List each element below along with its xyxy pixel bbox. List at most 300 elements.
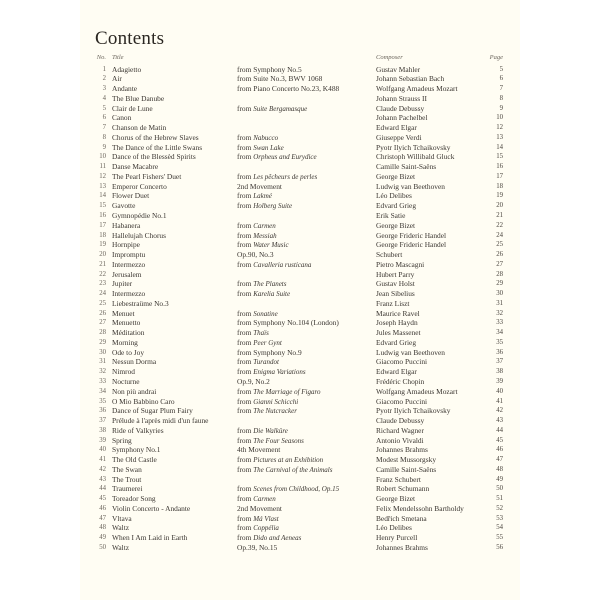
entry-number: 21: [99, 260, 106, 268]
entry-composer: George Bizet: [376, 494, 416, 504]
entry-title: Danse Macabre: [112, 162, 159, 172]
contents-entry: [80, 494, 520, 504]
entry-number: 2: [102, 75, 106, 83]
entry-source-prefix: from: [237, 201, 252, 211]
entry-source-prefix: from Symphony No.9: [237, 347, 302, 357]
entry-source-work: The Carnival of the Animals: [253, 465, 333, 474]
entry-page: 35: [496, 338, 503, 346]
contents-entry: [80, 270, 520, 280]
entry-title: The Trout: [112, 474, 142, 484]
entry-source-prefix: from: [237, 152, 252, 162]
entry-composer: Wolfgang Amadeus Mozart: [376, 386, 458, 396]
contents-entry: [80, 182, 520, 192]
entry-source-prefix: from Suite No.3, BWV 1068: [237, 74, 323, 84]
entry-title: Gavotte: [112, 201, 136, 211]
entry-composer: Giacomo Puccini: [376, 357, 428, 367]
entry-source-prefix: from: [237, 494, 252, 504]
entry-source: [237, 543, 277, 553]
entry-page: 6: [499, 75, 503, 83]
entry-page: 54: [496, 524, 503, 532]
entry-source-work: Die Walküre: [253, 426, 288, 435]
entry-number: 7: [102, 124, 106, 132]
entry-source-prefix: from: [237, 230, 252, 240]
entry-page: 44: [496, 426, 503, 434]
entry-composer: George Bizet: [376, 220, 416, 230]
entry-title: Spring: [112, 435, 132, 445]
entry-source-work: Cavalleria rusticana: [253, 260, 312, 269]
entry-number: 44: [99, 485, 106, 493]
entry-page: 24: [496, 231, 503, 239]
entry-title: Vltava: [112, 513, 132, 523]
entry-title: Dance of Sugar Plum Fairy: [112, 406, 193, 416]
entry-page: 25: [496, 241, 503, 249]
entry-source-prefix: from: [237, 406, 252, 416]
entry-source-prefix: from: [237, 240, 252, 250]
contents-entry: [80, 475, 520, 485]
entry-title: Nimrod: [112, 367, 135, 377]
contents-entry: [80, 504, 520, 514]
entry-number: 47: [99, 514, 106, 522]
entry-source-prefix: from: [237, 289, 252, 299]
entry-source-prefix: from: [237, 220, 252, 230]
entry-source-prefix: Op.90, No.3: [237, 250, 274, 260]
entry-composer: Erik Satie: [376, 210, 406, 220]
entry-composer: Robert Schumann: [376, 484, 430, 494]
entry-number: 19: [99, 241, 106, 249]
entry-title: Méditation: [112, 328, 145, 338]
entry-source-prefix: from: [237, 396, 252, 406]
entry-page: 46: [496, 446, 503, 454]
entry-number: 26: [99, 309, 106, 317]
entry-page: 40: [496, 387, 503, 395]
entry-source-prefix: from Symphony No.104 (London): [237, 318, 339, 328]
entry-page: 34: [496, 329, 503, 337]
column-header-no: No.: [96, 54, 106, 61]
entry-source-work: Lakmé: [253, 192, 272, 201]
entry-title: Emperor Concerto: [112, 181, 167, 191]
page-title: Contents: [95, 28, 165, 49]
contents-entry: [80, 104, 520, 114]
entry-source-prefix: from: [237, 132, 252, 142]
entry-number: 41: [99, 456, 106, 464]
contents-entry: [80, 299, 520, 309]
contents-entry: [80, 523, 520, 533]
entry-title: The Old Castle: [112, 455, 157, 465]
entry-source-prefix: from: [237, 328, 252, 338]
entry-composer: Léo Delibes: [376, 523, 412, 533]
contents-entry: [80, 387, 520, 397]
entry-number: 36: [99, 407, 106, 415]
entry-title: Flower Duet: [112, 191, 150, 201]
entry-source: [237, 65, 302, 75]
entry-title: Nocturne: [112, 377, 140, 386]
contents-entry: [80, 455, 520, 465]
entry-number: 9: [102, 143, 106, 151]
entry-title: Morning: [112, 337, 138, 347]
entry-number: 23: [99, 280, 106, 288]
entry-number: 40: [99, 446, 106, 454]
entry-source: [237, 250, 274, 260]
entry-composer: Frédéric Chopin: [376, 377, 425, 386]
entry-title: When I Am Laid in Earth: [112, 533, 188, 543]
entry-number: 38: [99, 426, 106, 434]
entry-source-work: Coppélia: [253, 524, 279, 533]
contents-page: [80, 0, 520, 600]
entry-source-work: Carmen: [253, 221, 276, 230]
entry-title: Dance of the Blessèd Spirits: [112, 152, 196, 162]
entry-page: 56: [496, 544, 503, 552]
entry-page: 10: [496, 114, 503, 122]
entry-number: 18: [99, 231, 106, 239]
entry-number: 15: [99, 202, 106, 210]
entry-composer: Johann Sebastian Bach: [376, 74, 445, 84]
entry-source: [237, 504, 282, 514]
entry-source-prefix: from: [237, 279, 252, 289]
entry-number: 48: [99, 524, 106, 532]
entry-source-prefix: from: [237, 103, 252, 113]
entry-composer: Ludwig van Beethoven: [376, 347, 445, 357]
entry-source-prefix: from: [237, 523, 252, 533]
entry-title: Clair de Lune: [112, 103, 153, 113]
entry-composer: Henry Purcell: [376, 533, 418, 543]
contents-entry: [80, 260, 520, 270]
contents-entry: [80, 397, 520, 407]
entry-title: Gymnopédie No.1: [112, 210, 167, 220]
entry-source-prefix: from: [237, 367, 252, 377]
entry-source-prefix: from: [237, 533, 252, 543]
entry-page: 36: [496, 348, 503, 356]
entry-page: 30: [496, 290, 503, 298]
contents-entry: [80, 152, 520, 162]
entry-title: Waltz: [112, 523, 130, 533]
entry-page: 43: [496, 417, 503, 425]
entry-source-prefix: 2nd Movement: [237, 181, 282, 191]
entry-source-prefix: from: [237, 386, 252, 396]
contents-list: [80, 65, 520, 553]
entry-source-work: Scenes from Childhood, Op.15: [253, 485, 340, 494]
entry-title: Prélude à l'après midi d'un faune: [112, 416, 209, 426]
entry-title: The Blue Danube: [112, 93, 165, 103]
entry-composer: George Bizet: [376, 171, 416, 181]
entry-number: 27: [99, 319, 106, 327]
entry-composer: Antonio Vivaldi: [376, 435, 424, 445]
entry-composer: Modest Mussorgsky: [376, 455, 437, 465]
entry-page: 13: [496, 133, 503, 141]
contents-entry: [80, 436, 520, 446]
entry-composer: Franz Liszt: [376, 298, 410, 308]
entry-source-prefix: from Symphony No.5: [237, 64, 302, 74]
entry-page: 41: [496, 397, 503, 405]
entry-number: 14: [99, 192, 106, 200]
entry-source: [237, 84, 339, 94]
contents-entry: [80, 221, 520, 231]
contents-entry: [80, 240, 520, 250]
entry-composer: Gustav Mahler: [376, 64, 421, 74]
entry-title: Intermezzo: [112, 259, 146, 269]
entry-title: Liebestraüme No.3: [112, 298, 169, 308]
entry-title: Habanera: [112, 220, 141, 230]
entry-number: 3: [102, 85, 106, 93]
entry-source-work: Nabucco: [253, 133, 279, 142]
entry-composer: Franz Schubert: [376, 474, 421, 484]
entry-title: Traumerei: [112, 484, 143, 494]
contents-entry: [80, 74, 520, 84]
entry-source-prefix: from: [237, 308, 252, 318]
entry-source-work: Karelia Suite: [253, 290, 291, 299]
contents-entry: [80, 211, 520, 221]
entry-page: 15: [496, 153, 503, 161]
entry-page: 51: [496, 495, 503, 503]
entry-number: 43: [99, 475, 106, 483]
contents-entry: [80, 162, 520, 172]
entry-composer: Christoph Willibald Gluck: [376, 152, 455, 162]
entry-page: 45: [496, 436, 503, 444]
contents-entry: [80, 357, 520, 367]
contents-entry: [80, 514, 520, 524]
entry-composer: Camille Saint-Saëns: [376, 464, 437, 474]
column-header-title: Title: [112, 54, 124, 61]
entry-number: 46: [99, 504, 106, 512]
entry-number: 16: [99, 211, 106, 219]
entry-source-work: Holberg Suite: [253, 202, 293, 211]
entry-composer: Léo Delibes: [376, 191, 412, 201]
entry-composer: George Frideric Handel: [376, 230, 447, 240]
entry-source-prefix: Op.39, No.15: [237, 543, 278, 553]
entry-title: Impromptu: [112, 250, 146, 260]
entry-source-prefix: from: [237, 171, 252, 181]
entry-page: 29: [496, 280, 503, 288]
entry-number: 17: [99, 221, 106, 229]
entry-title: Andante: [112, 84, 138, 94]
entry-source: [237, 377, 270, 387]
entry-number: 20: [99, 251, 106, 259]
entry-composer: Pietro Mascagni: [376, 259, 425, 269]
entry-page: 48: [496, 465, 503, 473]
contents-entry: [80, 143, 520, 153]
entry-page: 47: [496, 456, 503, 464]
entry-source-work: Sonatine: [253, 309, 278, 318]
entry-title: The Pearl Fishers' Duet: [112, 171, 182, 181]
entry-number: 6: [102, 114, 106, 122]
entry-source-work: Suite Bergamasque: [253, 104, 308, 113]
entry-title: Intermezzo: [112, 289, 146, 299]
entry-composer: Bedřich Smetana: [376, 513, 427, 523]
entry-source-work: The Four Seasons: [253, 436, 304, 445]
entry-number: 10: [99, 153, 106, 161]
entry-number: 34: [99, 387, 106, 395]
entry-source: [237, 445, 280, 455]
entry-number: 1: [102, 65, 106, 73]
entry-title: Non più andrai: [112, 386, 157, 396]
entry-source-work: Carmen: [253, 495, 276, 504]
contents-entry: [80, 543, 520, 553]
entry-source: [237, 74, 322, 84]
entry-source-work: Les pêcheurs de perles: [253, 172, 318, 181]
column-header-composer: Composer: [376, 54, 403, 61]
entry-page: 27: [496, 260, 503, 268]
entry-composer: Pyotr Ilyich Tchaikovsky: [376, 142, 451, 152]
contents-entry: [80, 172, 520, 182]
entry-number: 4: [102, 94, 106, 102]
entry-title: The Dance of the Little Swans: [112, 142, 203, 152]
entry-number: 28: [99, 329, 106, 337]
entry-source-work: Thaïs: [253, 329, 269, 338]
contents-entry: [80, 328, 520, 338]
entry-page: 21: [496, 211, 503, 219]
entry-source-work: Enigma Variations: [253, 368, 306, 377]
contents-entry: [80, 123, 520, 133]
entry-composer: Jean Sibelius: [376, 289, 415, 299]
contents-entry: [80, 533, 520, 543]
entry-page: 33: [496, 319, 503, 327]
entry-page: 9: [499, 104, 503, 112]
entry-source-work: The Nutcracker: [253, 407, 297, 416]
entry-source-prefix: from: [237, 191, 252, 201]
entry-composer: Jules Massenet: [376, 328, 421, 338]
entry-composer: Claude Debussy: [376, 416, 425, 426]
contents-entry: [80, 289, 520, 299]
contents-entry: [80, 133, 520, 143]
entry-page: 26: [496, 251, 503, 259]
entry-composer: Edward Elgar: [376, 123, 417, 133]
entry-page: 37: [496, 358, 503, 366]
entry-source-work: Pictures at an Exhibition: [253, 456, 324, 465]
entry-title: Violin Concerto - Andante: [112, 503, 191, 513]
entry-number: 45: [99, 495, 106, 503]
contents-entry: [80, 338, 520, 348]
entry-title: Air: [112, 74, 122, 84]
entry-title: Jupiter: [112, 279, 133, 289]
contents-entry: [80, 377, 520, 387]
contents-entry: [80, 406, 520, 416]
contents-entry: [80, 231, 520, 241]
entry-page: 31: [496, 299, 503, 307]
entry-page: 42: [496, 407, 503, 415]
entry-source-work: Gianni Schicchi: [253, 397, 299, 406]
entry-composer: Edward Elgar: [376, 367, 417, 377]
entry-title: Hornpipe: [112, 240, 140, 250]
contents-entry: [80, 94, 520, 104]
contents-entry: [80, 250, 520, 260]
entry-title: Nessun Dorma: [112, 357, 157, 367]
entry-number: 49: [99, 534, 106, 542]
entry-source-work: Messiah: [253, 231, 277, 240]
entry-composer: Edvard Grieg: [376, 337, 417, 347]
entry-number: 5: [102, 104, 106, 112]
entry-composer: Johannes Brahms: [376, 543, 428, 553]
entry-source-work: The Marriage of Figaro: [253, 387, 321, 396]
entry-title: Adagietto: [112, 64, 142, 74]
entry-source-work: Peer Gynt: [253, 338, 282, 347]
entry-source-work: The Planets: [253, 280, 287, 289]
entry-title: O Mio Babbino Caro: [112, 396, 175, 406]
entry-composer: Gustav Holst: [376, 279, 415, 289]
entry-number: 35: [99, 397, 106, 405]
contents-entry: [80, 445, 520, 455]
contents-entry: [80, 113, 520, 123]
entry-composer: Schubert: [376, 250, 403, 260]
entry-source-work: Dido and Aeneas: [253, 534, 302, 543]
entry-title: Chorus of the Hebrew Slaves: [112, 132, 199, 142]
entry-number: 42: [99, 465, 106, 473]
entry-title: Canon: [112, 113, 132, 123]
entry-composer: Johann Strauss II: [376, 93, 427, 103]
contents-entry: [80, 279, 520, 289]
entry-composer: Richard Wagner: [376, 425, 424, 435]
entry-number: 50: [99, 544, 106, 552]
entry-page: 32: [496, 309, 503, 317]
entry-page: 7: [499, 85, 503, 93]
entry-number: 22: [99, 270, 106, 278]
entry-title: Symphony No.1: [112, 445, 161, 455]
entry-page: 12: [496, 124, 503, 132]
entry-page: 49: [496, 475, 503, 483]
entry-source-work: Má Vlast: [253, 514, 279, 523]
entry-number: 8: [102, 133, 106, 141]
entry-page: 52: [496, 504, 503, 512]
entry-number: 30: [99, 348, 106, 356]
entry-source-prefix: from Piano Concerto No.23, K488: [237, 84, 340, 94]
entry-number: 39: [99, 436, 106, 444]
entry-number: 24: [99, 290, 106, 298]
contents-entry: [80, 191, 520, 201]
contents-entry: [80, 416, 520, 426]
entry-composer: Felix Mendelssohn Bartholdy: [376, 503, 464, 513]
entry-number: 11: [99, 163, 106, 171]
entry-source: [237, 318, 339, 328]
entry-number: 32: [99, 368, 106, 376]
entry-composer: Johann Pachelbel: [376, 113, 428, 123]
entry-number: 31: [99, 358, 106, 366]
entry-source-prefix: from: [237, 337, 252, 347]
entry-page: 5: [499, 65, 503, 73]
entry-composer: Hubert Parry: [376, 269, 415, 279]
entry-composer: Edvard Grieg: [376, 201, 417, 211]
entry-composer: Pyotr Ilyich Tchaikovsky: [376, 406, 451, 416]
contents-entry: [80, 465, 520, 475]
entry-source-prefix: Op.9, No.2: [237, 377, 270, 386]
contents-entry: [80, 309, 520, 319]
entry-page: 55: [496, 534, 503, 542]
entry-source-prefix: from: [237, 357, 252, 367]
entry-source-prefix: from: [237, 435, 252, 445]
entry-source: [237, 348, 302, 358]
entry-title: Chanson de Matin: [112, 123, 167, 133]
entry-title: Hallelujah Chorus: [112, 230, 166, 240]
entry-title: Ode to Joy: [112, 347, 145, 357]
entry-title: Menuetto: [112, 318, 141, 328]
entry-composer: Camille Saint-Saëns: [376, 162, 437, 172]
contents-entry: [80, 318, 520, 328]
entry-number: 13: [99, 182, 106, 190]
contents-entry: [80, 201, 520, 211]
entry-title: Menuet: [112, 308, 135, 318]
entry-page: 53: [496, 514, 503, 522]
entry-source-prefix: 2nd Movement: [237, 503, 282, 513]
entry-title: Ride of Valkyries: [112, 425, 164, 435]
entry-page: 28: [496, 270, 503, 278]
entry-source-work: Orpheus and Eurydice: [253, 153, 317, 162]
entry-source-work: Swan Lake: [253, 143, 284, 152]
entry-source-prefix: from: [237, 484, 252, 494]
entry-composer: Johannes Brahms: [376, 445, 428, 455]
entry-page: 17: [496, 172, 503, 180]
entry-composer: Maurice Ravel: [376, 308, 420, 318]
entry-title: Waltz: [112, 543, 130, 553]
entry-page: 18: [496, 182, 503, 190]
entry-page: 38: [496, 368, 503, 376]
entry-number: 25: [99, 299, 106, 307]
